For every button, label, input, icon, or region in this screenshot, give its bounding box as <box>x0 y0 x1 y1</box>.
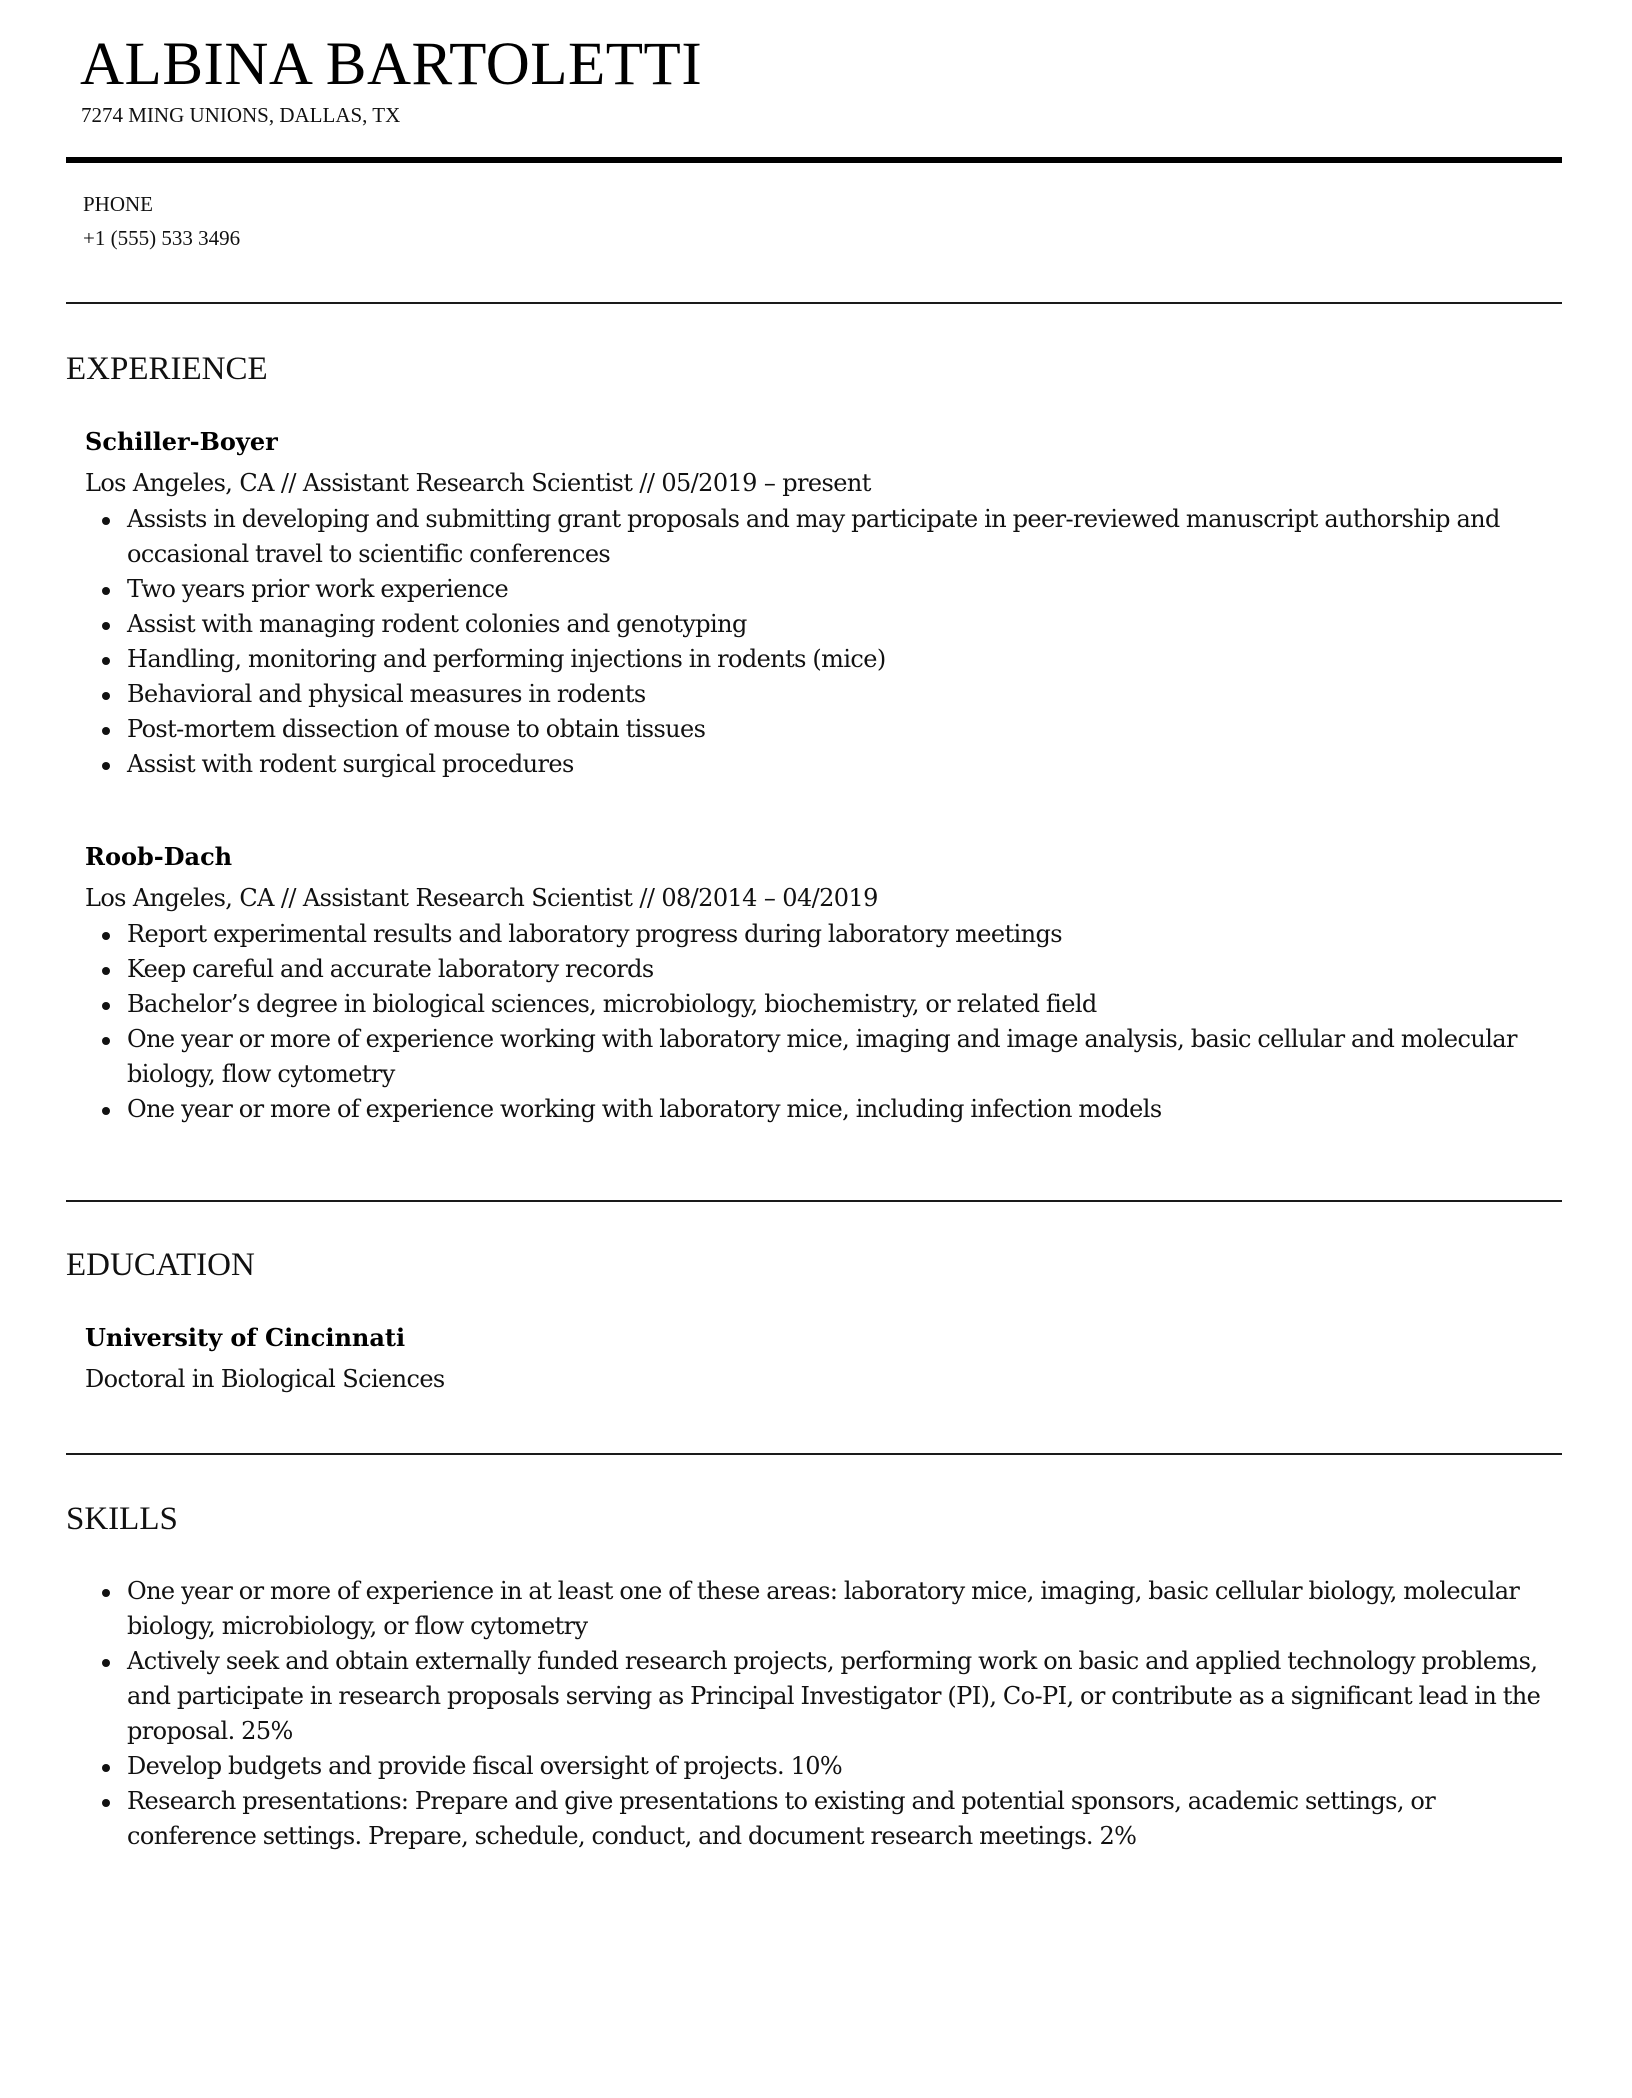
experience-entry <box>85 840 1555 1127</box>
bullet-icon <box>102 657 110 665</box>
bullet-text: Develop budgets and provide fiscal oversight of projects. 10% <box>127 1752 843 1780</box>
education-entry <box>85 1321 1555 1398</box>
job-meta: Los Angeles, CA // Assistant Research Scientist // 08/2014 – 04/2019 <box>85 884 878 912</box>
bullet-icon <box>102 1037 110 1045</box>
company-name: Roob-Dach <box>85 842 233 871</box>
bullet-text: Actively seek and obtain externally funded research projects, performing work on basic and applied technology problems, and participate in research proposals serving as Principal Investigator (PI), Co-PI, or contribute as a significant lead in the proposal. 25% <box>127 1647 1541 1745</box>
bullet-icon <box>102 932 110 940</box>
education-heading: EDUCATION <box>66 1247 255 1283</box>
skills-heading: SKILLS <box>66 1501 178 1537</box>
bullet-icon <box>102 517 110 525</box>
skills-bullets <box>85 1574 1555 1854</box>
list-item <box>127 747 1555 782</box>
phone-value: +1 (555) 533 3496 <box>83 226 241 250</box>
list-item <box>127 712 1555 747</box>
bullet-icon <box>102 967 110 975</box>
bullet-text: Two years prior work experience <box>127 575 509 603</box>
school-name: University of Cincinnati <box>85 1323 406 1352</box>
bullet-text: Post-mortem dissection of mouse to obtain tissues <box>127 715 706 743</box>
section-divider <box>66 1200 1562 1202</box>
experience-entry <box>85 425 1555 782</box>
bullet-icon <box>102 692 110 700</box>
bullet-text: Research presentations: Prepare and give presentations to existing and potential sponsors, academic settings, or conference settings. Prepare, schedule, conduct, and document research meetings. 2% <box>127 1787 1436 1850</box>
job-bullets <box>85 502 1555 782</box>
bullet-text: Assists in developing and submitting grant proposals and may participate in peer-reviewed manuscript authorship and occasional travel to scientific conferences <box>127 505 1500 568</box>
section-divider <box>66 1453 1562 1455</box>
header-divider <box>66 157 1562 163</box>
bullet-text: One year or more of experience in at least one of these areas: laboratory mice, imaging, basic cellular biology, molecular biology, microbiology, or flow cytometry <box>127 1577 1520 1640</box>
bullet-text: Report experimental results and laboratory progress during laboratory meetings <box>127 920 1062 948</box>
list-item <box>127 987 1555 1022</box>
list-item <box>127 1784 1555 1854</box>
job-bullets <box>85 917 1555 1127</box>
list-item <box>127 502 1555 572</box>
bullet-text: Assist with rodent surgical procedures <box>127 750 574 778</box>
experience-heading: EXPERIENCE <box>66 351 268 387</box>
bullet-icon <box>102 1589 110 1597</box>
bullet-icon <box>102 727 110 735</box>
bullet-icon <box>102 622 110 630</box>
bullet-icon <box>102 1659 110 1667</box>
list-item <box>127 642 1555 677</box>
bullet-text: Handling, monitoring and performing injections in rodents (mice) <box>127 645 886 673</box>
phone-label: PHONE <box>83 192 154 216</box>
bullet-text: One year or more of experience working with laboratory mice, including infection models <box>127 1095 1162 1123</box>
job-meta: Los Angeles, CA // Assistant Research Scientist // 05/2019 – present <box>85 469 871 497</box>
bullet-icon <box>102 762 110 770</box>
list-item <box>127 1022 1555 1092</box>
bullet-text: One year or more of experience working with laboratory mice, imaging and image analysis, basic cellular and molecular biology, flow cytometry <box>127 1025 1517 1088</box>
bullet-text: Keep careful and accurate laboratory records <box>127 955 654 983</box>
list-item <box>127 1644 1555 1749</box>
skills-entry <box>85 1574 1555 1854</box>
list-item <box>127 1749 1555 1784</box>
bullet-text: Bachelor’s degree in biological sciences, microbiology, biochemistry, or related field <box>127 990 1097 1018</box>
bullet-text: Assist with managing rodent colonies and genotyping <box>127 610 747 638</box>
list-item <box>127 1092 1555 1127</box>
candidate-address: 7274 MING UNIONS, DALLAS, TX <box>81 103 401 127</box>
bullet-text: Behavioral and physical measures in rodents <box>127 680 646 708</box>
list-item <box>127 1574 1555 1644</box>
candidate-name: ALBINA BARTOLETTI <box>80 31 703 98</box>
bullet-icon <box>102 1799 110 1807</box>
list-item <box>127 677 1555 712</box>
list-item <box>127 607 1555 642</box>
bullet-icon <box>102 1002 110 1010</box>
bullet-icon <box>102 1107 110 1115</box>
list-item <box>127 952 1555 987</box>
bullet-icon <box>102 1764 110 1772</box>
degree: Doctoral in Biological Sciences <box>85 1365 445 1393</box>
list-item <box>127 572 1555 607</box>
list-item <box>127 917 1555 952</box>
bullet-icon <box>102 587 110 595</box>
company-name: Schiller-Boyer <box>85 427 278 456</box>
section-divider <box>66 302 1562 304</box>
